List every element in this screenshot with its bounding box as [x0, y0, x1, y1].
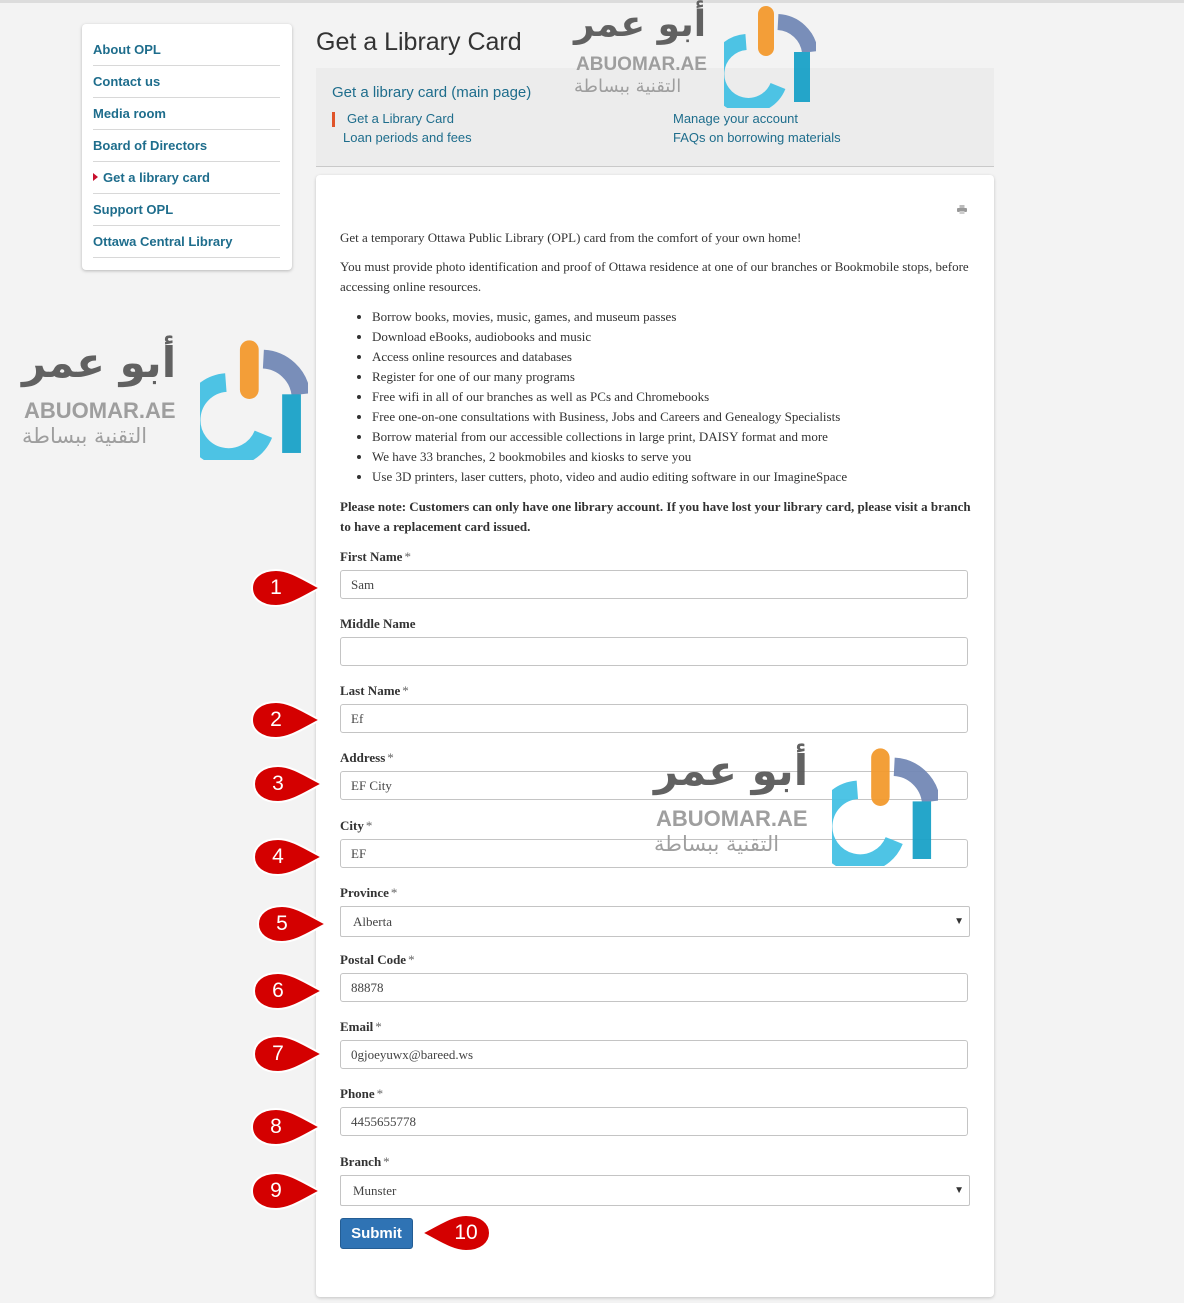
benefit-item: • Use 3D printers, laser cutters, photo, video and audio editing software in our ImagineSpace — [372, 467, 847, 487]
middle-name-label-text: Middle Name — [340, 616, 416, 631]
callout-marker — [252, 1034, 326, 1074]
dropdown-arrow-icon: ▼ — [954, 1185, 964, 1196]
last-name-input[interactable] — [340, 704, 968, 733]
address-label-text: Address — [340, 750, 386, 765]
top-border — [0, 0, 1184, 3]
last-name-label — [340, 683, 409, 699]
callout-marker — [252, 971, 326, 1011]
current-page-marker — [332, 112, 335, 127]
first-name-label — [340, 549, 411, 565]
last-name-label-text: Last Name — [340, 683, 401, 698]
required-mark: * — [376, 1086, 384, 1101]
postal-code-label — [340, 952, 415, 968]
city-label — [340, 818, 372, 834]
required-mark: * — [365, 818, 373, 833]
branch-label-text: Branch — [340, 1154, 382, 1169]
callout-number: 2 — [270, 708, 282, 731]
dropdown-arrow-icon: ▼ — [954, 916, 964, 927]
sidebar-nav — [82, 24, 292, 270]
page-title: Get a Library Card — [316, 28, 522, 56]
watermark-arabic-text: أبو عمر — [574, 4, 707, 45]
callout-number: 3 — [272, 772, 284, 795]
watermark-tagline: التقنية ببساطة — [654, 832, 780, 856]
callout-marker — [250, 700, 324, 740]
postal-code-label-text: Postal Code — [340, 952, 407, 967]
abuomar-watermark — [652, 746, 942, 866]
address-label — [340, 750, 394, 766]
subnav-link-get-a-library-card[interactable]: Get a Library Card — [347, 111, 454, 126]
abuomar-logo-icon — [832, 746, 938, 866]
benefit-item: • We have 33 branches, 2 bookmobiles and kiosks to serve you — [372, 447, 847, 467]
benefit-item: • Access online resources and databases — [372, 347, 847, 367]
required-mark: * — [383, 1154, 390, 1169]
benefits-list — [340, 307, 847, 487]
watermark-arabic-text: أبو عمر — [654, 746, 809, 795]
required-mark: * — [390, 885, 398, 900]
required-mark: * — [408, 952, 415, 967]
watermark-tagline: التقنية ببساطة — [574, 76, 682, 97]
callout-marker — [252, 764, 326, 804]
callout-number: 5 — [276, 912, 288, 935]
email-input[interactable] — [340, 1040, 968, 1069]
abuomar-logo-icon — [200, 338, 308, 460]
sidebar-item-ottawa-central-library[interactable]: Ottawa Central Library — [93, 226, 280, 258]
callout-marker — [252, 837, 326, 877]
subnav-link-manage-account[interactable]: Manage your account — [673, 111, 799, 126]
middle-name-label — [340, 616, 415, 632]
benefit-item: • Download eBooks, audiobooks and music — [372, 327, 847, 347]
province-select[interactable] — [340, 906, 970, 937]
callout-marker — [250, 568, 324, 608]
callout-marker — [250, 1107, 324, 1147]
required-mark: * — [402, 683, 409, 698]
requirement-text: You must provide photo identification and proof of Ottawa residence at one of our branches or Bookmobile stops, before accessing online resources. — [340, 259, 969, 294]
required-mark: * — [404, 549, 411, 564]
email-label-text: Email — [340, 1019, 374, 1034]
province-selected-value: Alberta — [353, 914, 392, 929]
branch-label — [340, 1154, 390, 1170]
callout-marker — [418, 1213, 492, 1253]
callout-number: 4 — [272, 845, 284, 868]
callout-marker — [250, 1171, 324, 1211]
middle-name-input[interactable] — [340, 637, 968, 666]
subnav-link-loan-periods[interactable]: Loan periods and fees — [343, 130, 472, 145]
sidebar-item-support-opl[interactable]: Support OPL — [93, 194, 280, 226]
sidebar-item-contact-us[interactable]: Contact us — [93, 66, 280, 98]
phone-input[interactable] — [340, 1107, 968, 1136]
callout-number: 6 — [272, 979, 284, 1002]
branch-selected-value: Munster — [353, 1183, 397, 1198]
sidebar-item-board-of-directors[interactable]: Board of Directors — [93, 130, 280, 162]
subnav-link-faqs[interactable]: FAQs on borrowing materials — [673, 130, 841, 145]
benefit-item: • Free wifi in all of our branches as well as PCs and Chromebooks — [372, 387, 847, 407]
watermark-latin-text: ABUOMAR.AE — [24, 398, 176, 423]
benefit-item: • Register for one of our many programs — [372, 367, 847, 387]
first-name-label-text: First Name — [340, 549, 403, 564]
callout-number: 1 — [270, 576, 282, 599]
required-mark: * — [387, 750, 394, 765]
watermark-latin-text: ABUOMAR.AE — [656, 806, 808, 831]
callout-number: 9 — [270, 1179, 282, 1202]
abuomar-logo-icon — [724, 4, 816, 108]
city-label-text: City — [340, 818, 364, 833]
subnav-main-link[interactable]: Get a library card (main page) — [332, 84, 532, 101]
watermark-latin-text: ABUOMAR.AE — [576, 54, 707, 75]
callout-number: 10 — [454, 1221, 478, 1244]
province-label — [340, 885, 397, 901]
sidebar-item-get-a-library-card[interactable]: Get a library card — [93, 162, 280, 194]
sidebar-item-about-opl[interactable]: About OPL — [93, 34, 280, 66]
print-icon[interactable] — [957, 205, 967, 214]
phone-label-text: Phone — [340, 1086, 375, 1101]
province-label-text: Province — [340, 885, 389, 900]
intro-text: Get a temporary Ottawa Public Library (OPL) card from the comfort of your own home! — [340, 230, 802, 245]
watermark-arabic-text: أبو عمر — [22, 338, 177, 387]
submit-button[interactable]: Submit — [340, 1218, 413, 1249]
branch-select[interactable] — [340, 1175, 970, 1206]
sidebar-item-media-room[interactable]: Media room — [93, 98, 280, 130]
abuomar-watermark — [20, 338, 310, 460]
account-note: Please note: Customers can only have one library account. If you have lost your library card, please visit a branch to have a replacement card issued. — [340, 499, 971, 534]
watermark-tagline: التقنية ببساطة — [22, 424, 148, 448]
abuomar-watermark — [570, 4, 820, 108]
email-label — [340, 1019, 382, 1035]
phone-label — [340, 1086, 383, 1102]
required-mark: * — [375, 1019, 382, 1034]
benefit-item: • Free one-on-one consultations with Business, Jobs and Careers and Genealogy Specialists — [372, 407, 847, 427]
benefit-item: • Borrow books, movies, music, games, and museum passes — [372, 307, 847, 327]
callout-number: 8 — [270, 1115, 282, 1138]
benefit-item: • Borrow material from our accessible collections in large print, DAISY format and more — [372, 427, 847, 447]
callout-number: 7 — [272, 1042, 284, 1065]
callout-marker — [256, 904, 330, 944]
first-name-input[interactable] — [340, 570, 968, 599]
postal-code-input[interactable] — [340, 973, 968, 1002]
content-card — [316, 175, 994, 1297]
